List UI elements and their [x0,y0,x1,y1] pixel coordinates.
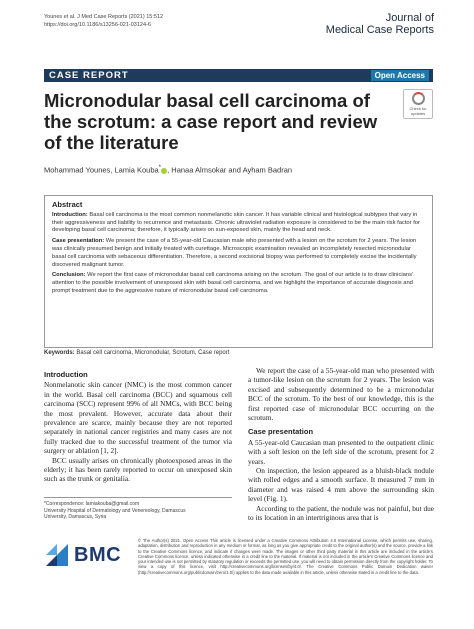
doi-link[interactable]: https://doi.org/10.1186/s13256-021-03124-6 [44,22,151,28]
conclusion-text: We report the first case of micronodular basal cell carcinoma arising on the scrotum. The goal of our article is to draw clinicians' attention to the possible involvement of unexposed skin with basal cell carcinoma, and we highlight the importance of accurate diagnosis and prompt treatment due to the aggressive nature of micronodular basal cell carcinoma. [52,272,414,294]
check-for-updates-button[interactable] [403,89,433,119]
case-label: Case presentation: [52,238,105,245]
journal-name-line1: Journal of [385,12,434,24]
intro-paragraph-2: BCC usually arises on chronically photoexposed areas in the elderly; it has been rarely reported to occur on unexposed skin such as the trunk or genitalia. [44,455,232,484]
author-list [44,164,292,175]
bmc-mark-icon [44,542,70,568]
case-text: We present the case of a 55-year-old Caucasian male who presented with a lesion on the scrotum for 2 years. The lesion was clinically presumed benign and initially treated with curettage. Microscopic examination revealed an incompletely resected micronodular basal cell carcinoma with sebaceous differentiation. Therefore, a second excisional biopsy was performed to completely excise the incidentally discovered malignant tumor. [52,238,417,268]
intro-label: Introduction: [52,211,88,218]
conclusion-label: Conclusion: [52,272,86,279]
abstract-case [52,238,425,269]
article-type-banner [44,69,433,82]
affiliation-line2: University, Damascus, Syria [44,514,107,520]
check-updates-icon [412,92,425,105]
correspondence-footnote [44,497,232,521]
article-type-label: CASE REPORT [49,70,129,81]
abstract-heading: Abstract [52,200,83,209]
abstract-conclusion [52,272,425,295]
left-column [44,370,232,484]
intro-text: Basal cell carcinoma is the most common nonmelanotic skin cancer. It has variable clinical and histological subtypes that vary in their aggressiveness and liability to recurrence and metastasis. Chronic ultraviolet radiation exposure is considered to be the main risk factor for developing basal cell carcinoma; therefore, it typically arises on sun-exposed skin, mainly the head and neck. [52,211,420,234]
intro-paragraph-3: We report the case of a 55-year-old man who presented with a tumor-like lesion on the scrotum for 2 years. The lesion was excised and subsequently determined to be a micronodular BCC of the scrotum. To the best of our knowledge, this is the first reported case of micronodular BCC occurring on the scrotum. [248,366,434,423]
abstract-box [44,195,433,348]
abstract-introduction [52,212,425,235]
authors-rest: , Hanaa Almsokar and Ayham Badran [167,165,293,175]
article-title: Micronodular basal cell carcinoma of the scrotum: a case report and review of the literature [44,90,378,153]
case-paragraph-3: According to the patient, the nodule was not painful, but due to its location in an intertriginous area that is [248,503,434,523]
bmc-logo[interactable] [44,540,134,570]
affiliation-line1: University Hospital of Dermatology and Venereology, Damascus [44,507,186,514]
check-updates-line2: updates [410,110,426,116]
keywords-text: Basal cell carcinoma, Micronodular, Scrotum, Case report [74,350,230,356]
introduction-heading: Introduction [44,370,88,379]
open-access-badge: Open Access [371,70,429,81]
journal-name[interactable] [326,12,434,36]
page-footer [44,538,433,575]
case-presentation-heading: Case presentation [248,427,314,437]
citation-line: Younes et al. J Med Case Reports (2021) 15:512 [44,14,164,20]
case-paragraph-2: On inspection, the lesion appeared as a bluish-black nodule with rolled edges and a smooth surface. It measured 7 mm in diameter and was raised 4 mm above the surrounding skin level (Fig. 1). [248,466,434,504]
right-column [248,366,434,523]
case-paragraph-1: A 55-year-old Caucasian man presented to the outpatient clinic with a soft lesion on the left side of the scrotum, present for 2 years. [248,437,434,466]
keywords-label: Keywords: [44,350,75,356]
article-meta [44,13,163,29]
intro-paragraph-1: Nonmelanotic skin cancer (NMC) is the most common cancer in the world. Basal cell carcinoma (BCC) and squamous cell carcinoma (SCC) represent 99% of all NMCs, with BCC being the most prevalent. However, accurate data about their prevalence are scarce, mainly because they are not reported separately in national cancer registries and many cases are not fully tracked due to the successful treatment of the tumor via surgery or ablation [1, 2]. [44,380,232,456]
check-updates-line1: Check for [409,106,427,111]
keywords [44,350,433,356]
corresponding-mark: * [158,164,162,171]
journal-name-line2: Medical Case Reports [325,24,434,36]
bmc-wordmark: BMC [74,543,122,566]
correspondence-email[interactable]: *Correspondence: lamiakouba@gmail.com [44,501,140,507]
authors-first: Mohammad Younes, Lamia Kouba [44,165,159,175]
license-text: © The Author(s) 2021. Open Access This article is licensed under a Creative Commons Attribution 4.0 International License, which permits use, sharing, adaptation, distribution and reproduction in any medium or format, as long as you give appropriate credit to the original author(s) and the source, provide a link to the Creative Commons licence, and indicate if changes were made. The images or other third party material in this article are included in the article's Creative Commons licence, unless indicated otherwise in a credit line to the material. If material is not included in the article's Creative Commons licence and your intended use is not permitted by statutory regulation or exceeds the permitted use, you will need to obtain permission directly from the copyright holder. To view a copy of this licence, visit http://creativecommons.org/licenses/by/4.0/. The Creative Commons Public Domain Dedication waiver (http://creativecommons.org/publicdomain/zero/1.0/) applies to the data made available in this article, unless otherwise stated in a credit line to the data. [138,538,433,575]
